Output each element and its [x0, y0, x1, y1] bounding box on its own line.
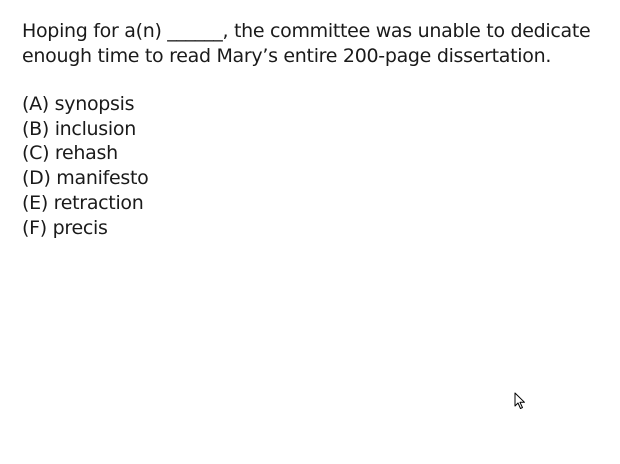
mouse-pointer-icon	[514, 392, 526, 410]
option-d[interactable]: (D) manifesto	[22, 167, 149, 190]
answer-options	[22, 92, 148, 240]
option-f[interactable]: (F) precis	[22, 216, 108, 239]
question-text	[22, 19, 612, 69]
option-e[interactable]: (E) retraction	[22, 191, 144, 214]
question-line-1: Hoping for a(n) ______, the committee was unable to dedicate	[22, 20, 591, 42]
question-line-2: enough time to read Mary’s entire 200-page dissertation.	[22, 45, 552, 67]
option-b[interactable]: (B) inclusion	[22, 117, 136, 140]
option-c[interactable]: (C) rehash	[22, 142, 118, 165]
option-a[interactable]: (A) synopsis	[22, 93, 135, 115]
